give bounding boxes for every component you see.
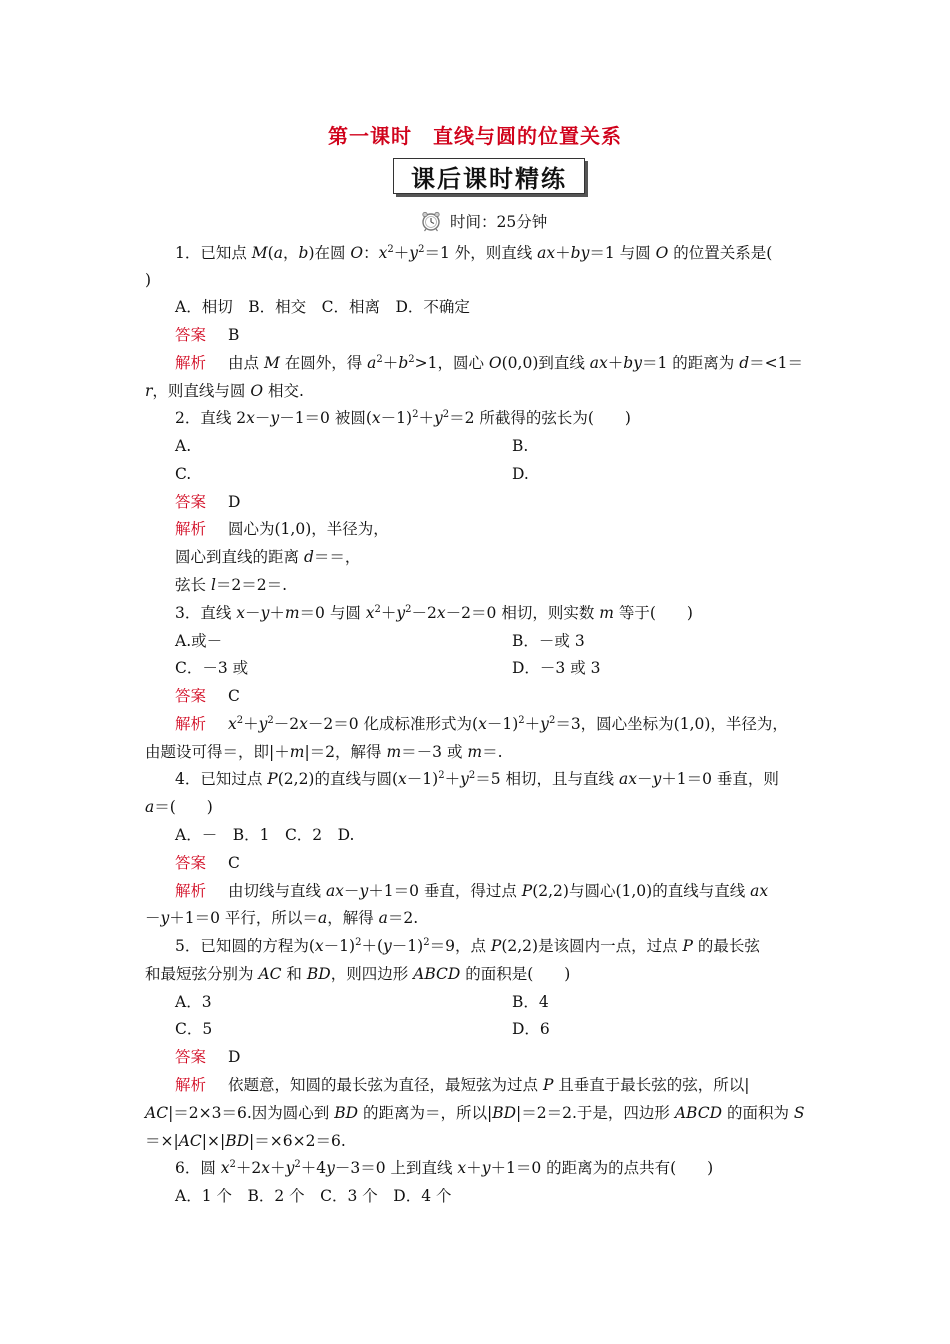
text-line: ) — [145, 271, 152, 289]
text-line: C — [228, 854, 240, 872]
page-title: 第一课时 直线与圆的位置关系 — [328, 124, 622, 148]
text-line: A.或－ — [175, 632, 223, 650]
answer-label: 解析 — [175, 354, 207, 372]
answer-label: 答案 — [175, 1048, 207, 1066]
text-line: C — [228, 687, 240, 705]
timer-note — [420, 208, 547, 234]
time-limit: 时间：25分钟 — [450, 213, 548, 231]
text-line: B — [228, 326, 240, 344]
text-line: 5．已知圆的方程为$(x-1)^2+(y-1)^2=9$，点 P(2,2)是该圆内一点，过点 P 的最长弦 — [175, 937, 760, 955]
text-line: D．6 — [512, 1020, 550, 1038]
text-line: 2．直线 2x－y－1＝0 被圆$(x-1)^2+y^2=2$ 所截得的弦长为( ) — [175, 409, 631, 427]
text-line: ＝×|AC|×|BD|＝×6×2＝6. — [145, 1132, 346, 1150]
answer-label: 解析 — [175, 882, 207, 900]
answer-label: 答案 — [175, 687, 207, 705]
text-line: D — [228, 1048, 241, 1066]
text-line: C．－3 或 — [175, 659, 249, 677]
text-line: A．1 个 B．2 个 C．3 个 D．4 个 — [175, 1187, 452, 1205]
answer-label: 解析 — [175, 520, 207, 538]
text-line: 4．已知过点 P(2,2)的直线与圆$(x-1)^2+y^2=5$ 相切，且与直线 ax－y＋1＝0 垂直，则 — [175, 770, 779, 788]
text-line: C．5 — [175, 1020, 213, 1038]
answer-label: 解析 — [175, 1076, 207, 1094]
text-line: 由切线与直线 ax－y＋1＝0 垂直，得过点 P(2,2)与圆心(1,0)的直线与直线 ax — [228, 882, 769, 900]
text-line: D — [228, 493, 241, 511]
text-line: B．4 — [512, 993, 549, 1011]
section-banner: 课后课时精练 — [393, 158, 585, 194]
text-line: A．－ B．1 C．2 D. — [175, 826, 355, 844]
text-line: 由点 M 在圆外，得 $a^2+b^2>1$，圆心 O(0,0)到直线 ax＋by＝1 的距离为 d＝<1＝ — [228, 354, 803, 372]
text-line: 1．已知点 M(a，b)在圆 O：$x^2+y^2=1$ 外，则直线 ax＋by＝1 与圆 O 的位置关系是( — [175, 244, 773, 262]
text-line: 和最短弦分别为 AC 和 BD，则四边形 ABCD 的面积是( ) — [145, 965, 571, 983]
alarm-clock-icon — [420, 210, 442, 232]
text-line: A. — [175, 437, 192, 455]
text-line: 圆心为(1,0)，半径为， — [228, 520, 389, 538]
answer-label: 答案 — [175, 326, 207, 344]
text-line: A．3 — [175, 993, 212, 1011]
text-line: 圆心到直线的距离 d＝＝， — [175, 548, 361, 566]
text-line: B. — [512, 437, 529, 455]
text-line: B．－或 3 — [512, 632, 585, 650]
text-line: D. — [512, 465, 529, 483]
text-line: －y＋1＝0 平行，所以＝a，解得 a＝2. — [145, 909, 419, 927]
text-line: 由题设可得＝，即|＋m|＝2，解得 m＝－3 或 m＝. — [145, 743, 503, 761]
text-line: $x^2+y^2-2x-2=0$ 化成标准形式为$(x-1)^2+y^2=3$，圆心坐标为(1,0)，半径为， — [228, 715, 788, 733]
text-line: C. — [175, 465, 192, 483]
text-line: AC|＝2×3＝6.因为圆心到 BD 的距离为＝，所以|BD|＝2＝2.于是，四边形 ABCD 的面积为 S — [145, 1104, 805, 1122]
answer-label: 答案 — [175, 493, 207, 511]
text-line: D．－3 或 3 — [512, 659, 601, 677]
text-line: A．相切 B．相交 C．相离 D．不确定 — [175, 298, 470, 316]
text-line: r，则直线与圆 O 相交. — [145, 382, 304, 400]
text-line: 3．直线 x－y＋m＝0 与圆 $x^2+y^2-2x-2=0$ 相切，则实数 m 等于( ) — [175, 604, 693, 622]
text-line: 依题意，知圆的最长弦为直径，最短弦为过点 P 且垂直于最长弦的弦，所以| — [228, 1076, 750, 1094]
answer-label: 解析 — [175, 715, 207, 733]
text-line: 6．圆 $x^2+2x+y^2+4y-3=0$ 上到直线 x＋y＋1＝0 的距离为的点共有( ) — [175, 1159, 714, 1177]
text-line: 弦长 l＝2＝2＝. — [175, 576, 288, 594]
answer-label: 答案 — [175, 854, 207, 872]
text-line: a＝( ) — [145, 798, 213, 816]
